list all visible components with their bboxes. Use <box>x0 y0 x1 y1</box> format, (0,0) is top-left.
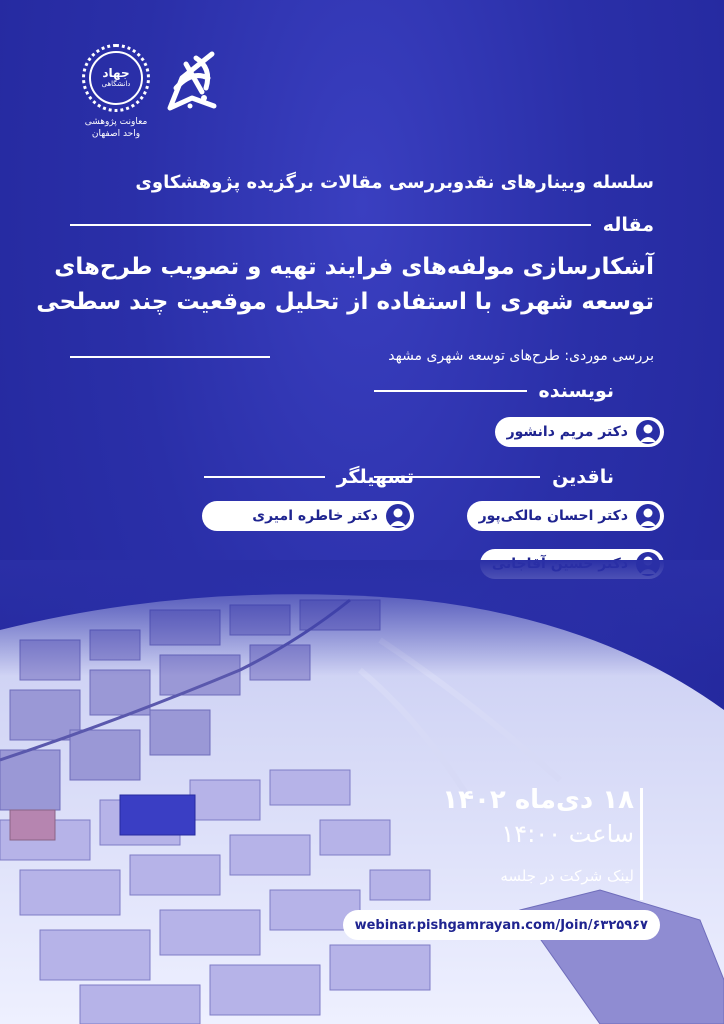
event-info <box>442 783 634 889</box>
critics-label: ناقدین <box>552 466 614 488</box>
webinar-link[interactable]: webinar.pishgamrayan.com/Join/۶۳۲۵۹۶۷ <box>343 910 660 940</box>
series-title: سلسله وبینارهای نقدوبررسی مقالات برگزیده پژوهشکاوی <box>135 172 654 193</box>
jahad-logo <box>78 44 154 140</box>
jahad-seal-title: جهاد <box>102 66 130 80</box>
jahad-caption-line-2: واحد اصفهان <box>91 129 141 139</box>
jahad-seal-icon <box>82 44 150 112</box>
author-pill <box>495 417 664 447</box>
facilitator-label: تسهیلگر <box>336 466 414 488</box>
jahad-seal-subtitle: دانشگاهی <box>101 80 131 88</box>
article-section-header <box>70 214 654 236</box>
calligraphy-logo <box>162 48 220 116</box>
divider <box>374 390 527 392</box>
link-label: لینک شرکت در جلسه <box>500 867 634 885</box>
divider <box>70 356 270 358</box>
facilitator-section-header <box>204 466 414 488</box>
case-study: بررسی موردی: طرح‌های توسعه شهری مشهد <box>388 348 654 364</box>
user-icon <box>636 504 660 528</box>
facilitator-name: دکتر خاطره امیری <box>252 508 378 524</box>
event-date: ۱۸ دی‌ماه ۱۴۰۲ <box>442 785 634 815</box>
article-title: آشکارسازی مولفه‌های فرایند تهیه و تصویب طرح‌های توسعه شهری با استفاده از تحلیل موقعیت چند سطحی <box>36 254 654 315</box>
divider <box>204 476 325 478</box>
author-name: دکتر مریم دانشور <box>506 424 628 440</box>
author-label: نویسنده <box>538 380 614 402</box>
user-icon <box>386 504 410 528</box>
facilitator-pill <box>202 501 414 531</box>
divider <box>70 224 591 226</box>
date-divider <box>640 788 643 900</box>
event-time: ساعت ۱۴:۰۰ <box>501 820 634 848</box>
critic-name: دکتر احسان مالکی‌پور <box>478 508 628 524</box>
critic-pill <box>467 501 664 531</box>
author-section-header <box>374 380 614 402</box>
user-icon <box>636 420 660 444</box>
article-label: مقاله <box>602 214 654 236</box>
jahad-caption-line-1: معاونت پژوهشی <box>84 117 148 127</box>
